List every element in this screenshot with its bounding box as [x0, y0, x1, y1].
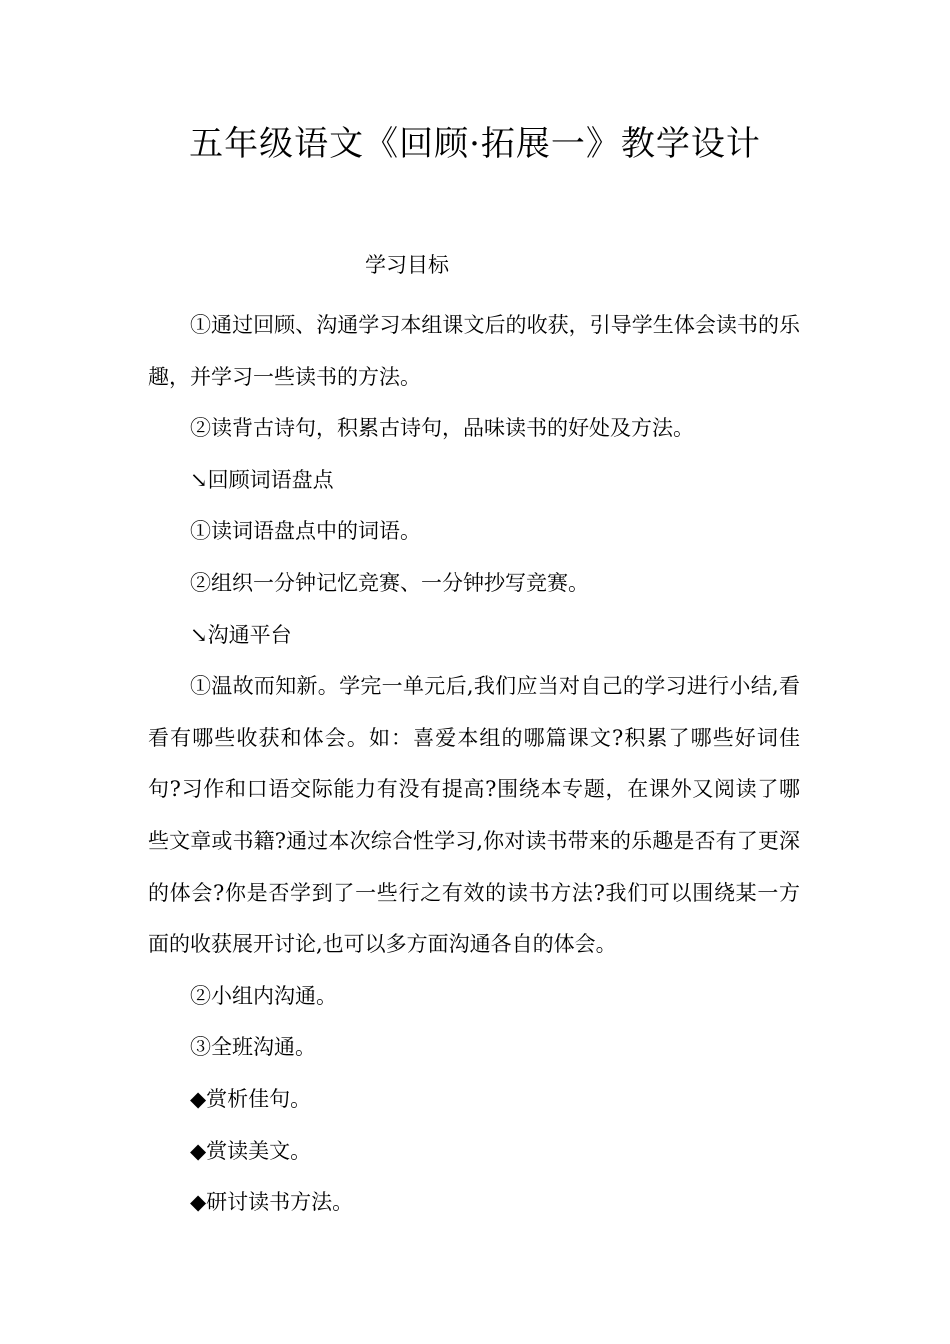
- list-item-appreciate-sentences: ◆赏析佳句。: [190, 1086, 312, 1111]
- paragraph-goal-2: ②读背古诗句，积累古诗句，品味读书的好处及方法。: [190, 416, 694, 441]
- document-body: [148, 300, 800, 1229]
- paragraph-class-communication: ③全班沟通。: [190, 1035, 316, 1060]
- heading-communication-platform: ↘沟通平台: [190, 622, 292, 647]
- list-item-read-essays: ◆赏读美文。: [190, 1138, 312, 1163]
- paragraph-competition: ②组织一分钟记忆竞赛、一分钟抄写竞赛。: [190, 570, 589, 595]
- document-title: 五年级语文《回顾·拓展一》教学设计: [189, 124, 761, 164]
- paragraph-group-communication: ②小组内沟通。: [190, 983, 337, 1008]
- paragraph-goal-1: ①通过回顾、沟通学习本组课文后的收获，引导学生体会读书的乐趣，并学习一些读书的方法。: [148, 313, 800, 389]
- section-heading-learning-goals: 学习目标: [365, 253, 449, 277]
- list-item-reading-methods: ◆研讨读书方法。: [190, 1190, 354, 1215]
- heading-review-vocabulary: ↘回顾词语盘点: [190, 467, 334, 492]
- paragraph-read-words: ①读词语盘点中的词语。: [190, 519, 421, 544]
- paragraph-review-new-knowledge: ①温故而知新。学完一单元后,我们应当对自己的学习进行小结,看看有哪些收获和体会。如：喜爱本组的哪篇课文?积累了哪些好词佳句?习作和口语交际能力有没有提高?围绕本专题，在课外又阅读了哪些文章或书籍?通过本次综合性学习,你对读书带来的乐趣是否有了更深的体会?你是否学到了一些行之有效的读书方法?我们可以围绕某一方面的收获展开讨论,也可以多方面沟通各自的体会。: [148, 674, 800, 957]
